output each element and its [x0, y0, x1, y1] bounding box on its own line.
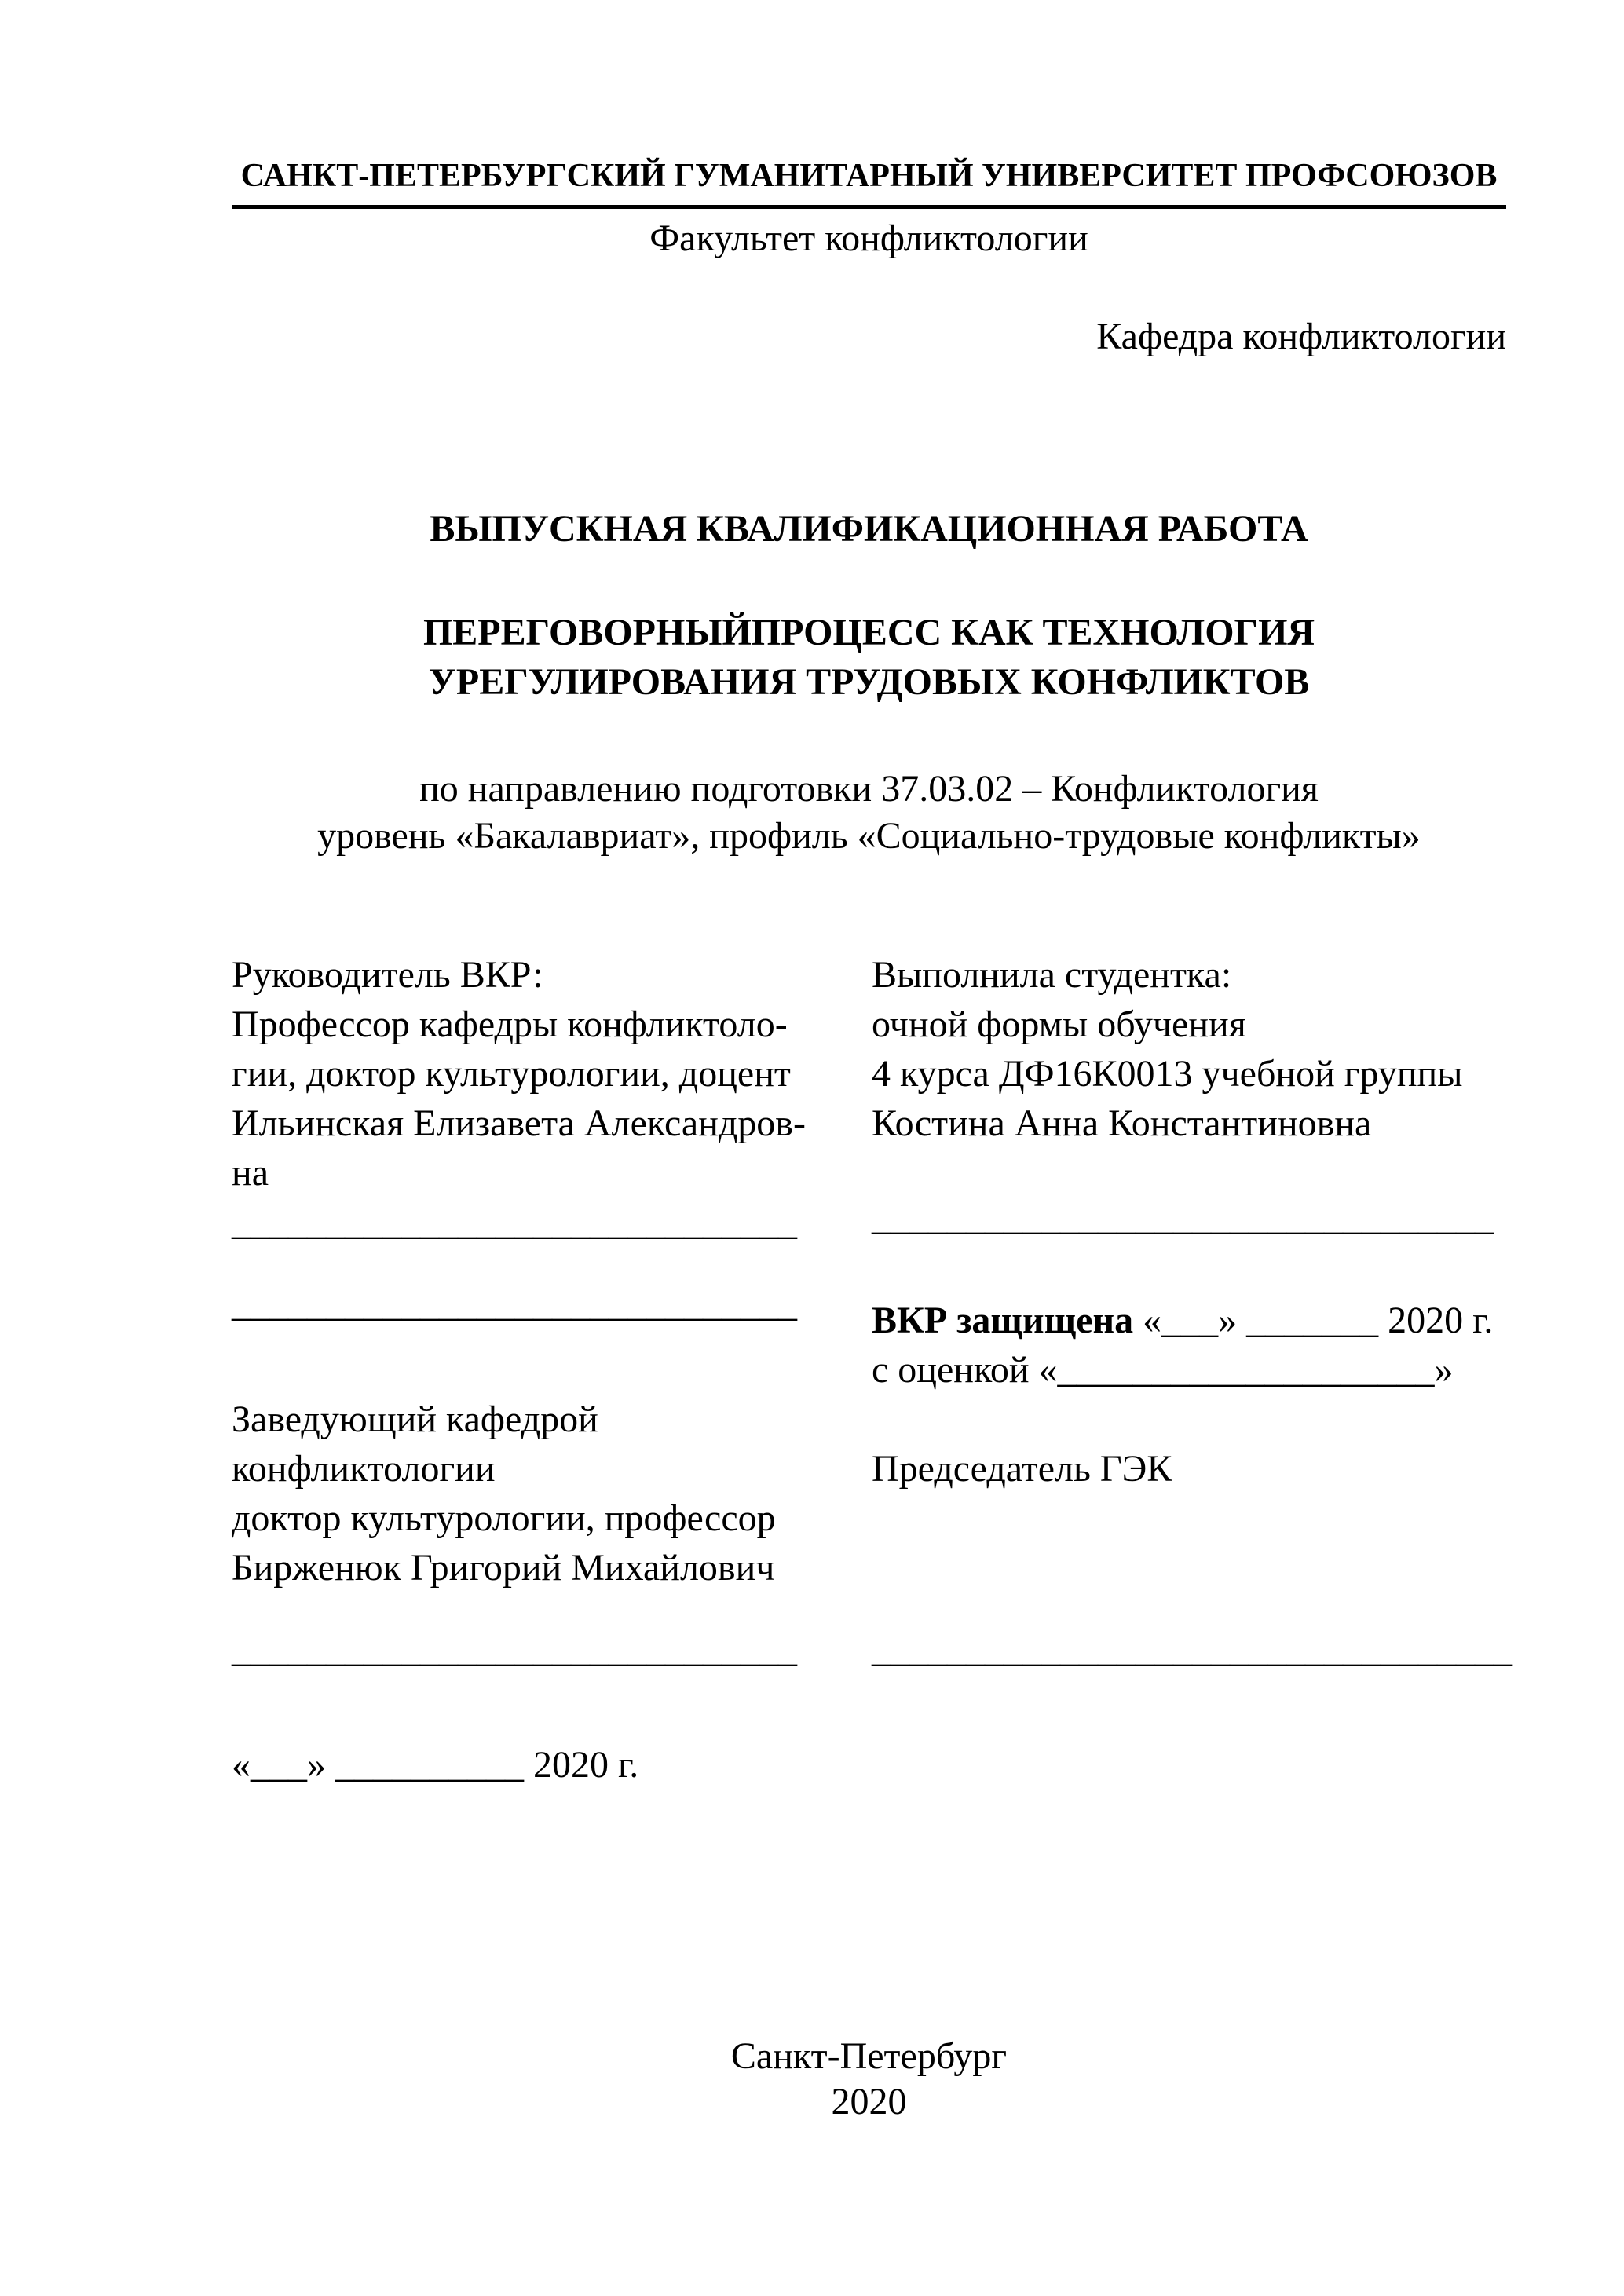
thesis-title-line1: ПЕРЕГОВОРНЫЙПРОЦЕСС КАК ТЕХНОЛОГИЯ: [422, 612, 1315, 653]
department-head-date-line: «___» __________ 2020 г.: [232, 1744, 639, 1786]
signature-columns: [232, 950, 1512, 1790]
page-content: [232, 0, 1512, 1790]
department-head-signature-line: ______________________________: [232, 1629, 797, 1670]
thesis-title-line2: УРЕГУЛИРОВАНИЯ ТРУДОВЫХ КОНФЛИКТОВ: [428, 661, 1310, 703]
faculty-name: Факультет конфликтологии: [649, 218, 1088, 259]
department-name: Кафедра конфликтологии: [1096, 316, 1506, 357]
defense-grade-line: с оценкой «____________________»: [872, 1349, 1454, 1391]
student-line: очной формы обучения: [872, 1004, 1246, 1045]
supervisor-line: Ильинская Елизавета Александров-: [232, 1102, 806, 1144]
thesis-title: [232, 608, 1506, 707]
student-signature-line: _________________________________: [872, 1197, 1494, 1238]
supervisor-signature-line: ______________________________: [232, 1201, 797, 1243]
footer-year: 2020: [831, 2081, 907, 2122]
department-head-line: доктор культурологии, профессор: [232, 1497, 776, 1539]
supervisor-signature-line-2: ______________________________: [232, 1283, 797, 1325]
department-head-line: Заведующий кафедрой: [232, 1398, 598, 1440]
university-name: САНКТ-ПЕТЕРБУРГСКИЙ ГУМАНИТАРНЫЙ УНИВЕРСИТЕТ ПРОФСОЮЗОВ: [232, 156, 1506, 209]
gek-chair-signature-line: __________________________________: [872, 1629, 1512, 1670]
gek-chair-label: Председатель ГЭК: [872, 1448, 1172, 1490]
work-type-heading: ВЫПУСКНАЯ КВАЛИФИКАЦИОННАЯ РАБОТА: [430, 508, 1308, 550]
student-line: 4 курса ДФ16К0013 учебной группы: [872, 1053, 1463, 1095]
footer-city: Санкт-Петербург: [730, 2035, 1008, 2077]
program-level: уровень «Бакалавриат», профиль «Социально-трудовые конфликты»: [317, 815, 1421, 857]
supervisor-line: Профессор кафедры конфликтоло-: [232, 1004, 788, 1045]
supervisor-label: Руководитель ВКР:: [232, 954, 543, 996]
defense-date-line: [872, 1296, 1512, 1345]
defense-date-label: ВКР защищена: [872, 1300, 1134, 1341]
student-line: Костина Анна Константиновна: [872, 1102, 1372, 1144]
department-head-line: конфликтологии: [232, 1448, 496, 1490]
student-column: [872, 950, 1512, 1790]
supervisor-line: на: [232, 1152, 269, 1194]
student-line: Выполнила студентка:: [872, 954, 1232, 996]
footer: [232, 2034, 1506, 2125]
supervisor-column: [232, 950, 813, 1790]
program-info: [232, 766, 1506, 860]
supervisor-line: гии, доктор культурологии, доцент: [232, 1053, 791, 1095]
department-head-line: Бирженюк Григорий Михайлович: [232, 1547, 775, 1589]
program-direction: по направлению подготовки 37.03.02 – Конфликтология: [419, 768, 1319, 810]
defense-date-blank: «___» _______ 2020 г.: [1133, 1300, 1494, 1341]
